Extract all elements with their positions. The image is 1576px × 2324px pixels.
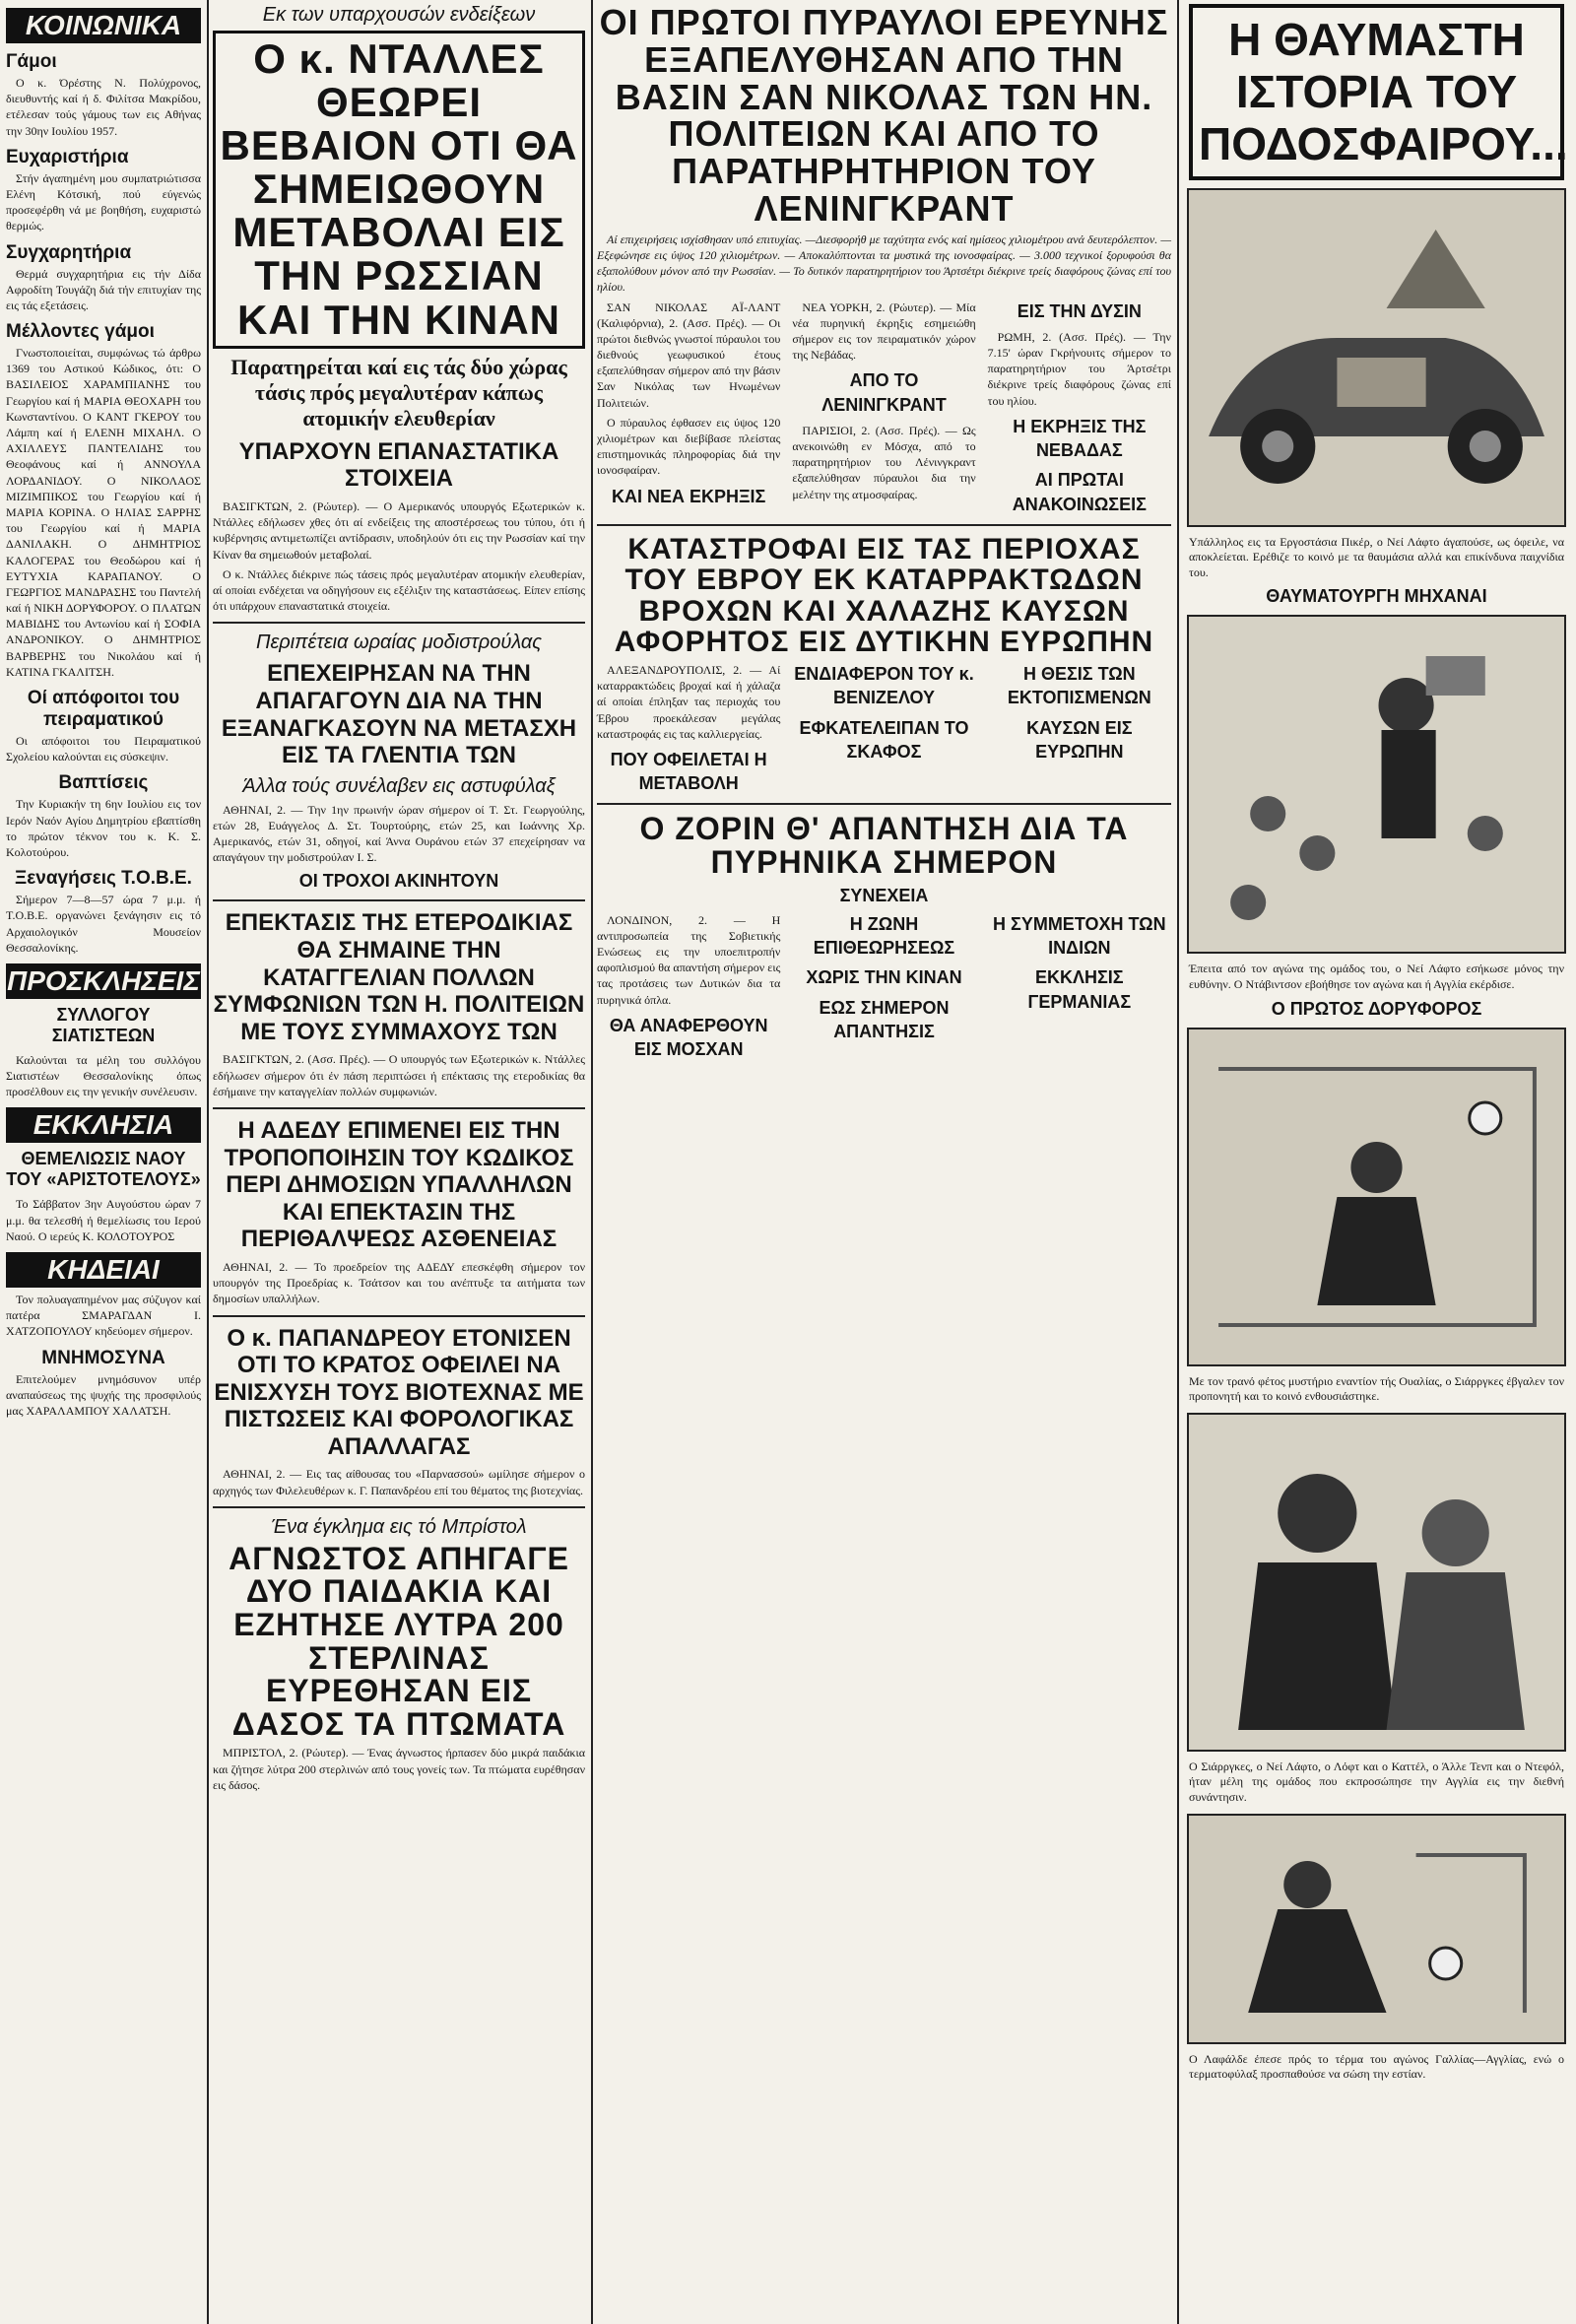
comic-panel-crowd (1187, 615, 1566, 954)
zorin-continued: ΣΥΝΕΧΕΙΑ (839, 885, 929, 905)
divider (213, 1315, 585, 1317)
apofoitoi-text: Οι απόφοιτοι του Πειραματικού Σχολείου καλούνται εις σύσκεψιν. (6, 734, 201, 764)
story5-body: ΑΘΗΝΑΙ, 2. — Εις τας αίθουσας του «Παρνασσού» ωμίλησε σήμερον ο αρχηγός των Φιλελευθέρων κ. Γ. Παπανδρέου επί του θέματος της βιοτεχνίας. (213, 1467, 585, 1497)
divider (213, 899, 585, 901)
xenagiseis-text: Σήμερον 7—8—57 ώρα 7 μ.μ. ή Τ.Ο.Β.Ε. οργανώνει ξενάγησιν εις τό Αρχαιολογικόν Μουσείον Θεσσαλονίκης. (6, 893, 201, 955)
eyxaristiria-text: Στήν άγαπημένη μου συμπατριώτισσα Ελένη Κότσική, πού εύγενώς προσεφέρθη νά με βοηθήση, ευχαριστώ θερμώς. (6, 170, 201, 233)
proskliseis-title: ΠΡΟΣΚΛΗΣΕΙΣ (6, 963, 201, 999)
comic-panel-goalkeeper (1187, 1028, 1566, 1366)
divider (213, 1107, 585, 1109)
column-rule (591, 0, 593, 2324)
zorin-headline: Ο ΖΟΡΙΝ Θ' ΑΠΑΝΤΗΣΗ ΔΙΑ ΤΑ ΠΥΡΗΝΙΚΑ ΣΗΜΕΡΟΝ (639, 811, 1129, 881)
caption-5: Ο Λαφάλδε έπεσε πρός το τέρμα του αγώνος Γαλλίας—Αγγλίας, ενώ ο τερματοφύλαξ προσπαθούσε να σώση την εστίαν. (1189, 2051, 1564, 2082)
zorin-section-5: Η ΣΥΜΜΕΤΟΧΗ ΤΩΝ ΙΝΔΙΩΝ (993, 913, 1166, 958)
rockets-body-2: Ο πύραυλος έφθασεν εις ύψος 120 χιλιομέτρων και διεβίβασε πλείστας επιστημονικάς πληροφορίας διά την ιονοσφαίραν. (597, 415, 781, 478)
story3-headline: ΕΠΕΚΤΑΣΙΣ ΤΗΣ ΕΤΕΡΟΔΙΚΙΑΣ ΘΑ ΣΗΜΑΙΝΕ ΤΗΝ ΚΑΤΑΓΓΕΛΙΑΝ ΠΟΛΛΩΝ ΣΥΜΦΩΝΙΩΝ ΤΩΝ Η. ΠΟΛΙΤΕΙΩΝ ΜΕ ΤΟΥΣ ΣΥΜΜΑΧΟΥΣ ΤΩΝ (213, 909, 585, 1045)
rockets-section-3: ΕΙΣ ΤΗΝ ΔΥΣΙΝ (1017, 300, 1142, 321)
comic-panel-tackle (1187, 1814, 1566, 2044)
story2-kicker: Περιπέτεια ωραίας μοδιστρούλας (255, 631, 543, 654)
vaptiseis-text: Την Κυριακήν τη 6ην Ιουλίου εις τον Ιερόν Ναόν Αγίου Δημητρίου εβαπτίσθη το πρώτον τέκνον του κ. Κ. Σ. Κολοτούρου. (6, 797, 201, 859)
story6-headline: ΑΓΝΩΣΤΟΣ ΑΠΗΓΑΓΕ ΔΥΟ ΠΑΙΔΑΚΙΑ ΚΑΙ ΕΖΗΤΗΣΕ ΛΥΤΡΑ 200 ΣΤΕΡΛΙΝΑΣ ΕΥΡΕΘΗΣΑΝ ΕΙΣ ΔΑΣΟΣ ΤΑ ΠΤΩΜΑΤΑ (229, 1540, 569, 1742)
dulles-headline: Ο κ. ΝΤΑΛΛΕΣ ΘΕΩΡΕΙ ΒΕΒΑΙΟΝ ΟΤΙ ΘΑ ΣΗΜΕΙΩΘΟΥΝ ΜΕΤΑΒΟΛΑΙ ΕΙΣ ΤΗΝ ΡΩΣΣΙΑΝ ΚΑΙ ΤΗΝ ΚΙΝΑΝ (213, 31, 585, 349)
politics-column (213, 0, 585, 1797)
comic-panel-players (1187, 1413, 1566, 1752)
dulles-subhead2: ΥΠΑΡΧΟΥΝ ΕΠΑΝΑΣΤΑΤΙΚΑ ΣΤΟΙΧΕΙΑ (238, 437, 559, 493)
flood-headline: ΚΑΤΑΣΤΡΟΦΑΙ ΕΙΣ ΤΑΣ ΠΕΡΙΟΧΑΣ ΤΟΥ ΕΒΡΟΥ ΕΚ ΚΑΤΑΡΡΑΚΤΩΔΩΝ ΒΡΟΧΩΝ ΚΑΙ ΧΑΛΑΖΗΣ ΚΑΥΣΩΝ ΑΦΟΡΗΤΟΣ ΕΙΣ ΔΥΤΙΚΗΝ ΕΥΡΩΠΗΝ (614, 532, 1154, 659)
story2-body: ΑΘΗΝΑΙ, 2. — Την 1ην πρωινήν ώραν σήμερον οί Τ. Στ. Γεωργούλης, ετών 28, Ευάγγελος Δ. Στ. Τουρτούρης, ετών 25, και Ιωάννης Χρ. Αμερικανός, ετών 31, οδηγοί, καί Άννα Ουράνου ετών 37 επεχείρησαν να απαγάγουν την μοδιστρούλαν Ι. Σ. (213, 802, 585, 865)
rockets-section-2: ΑΠΟ ΤΟ ΛΕΝΙΝΓΚΡΑΝΤ (821, 370, 947, 415)
koinonika-title: ΚΟΙΝΩΝΙΚΑ (6, 8, 201, 43)
football-banner: Η ΘΑΥΜΑΣΤΗ ΙΣΤΟΡΙΑ ΤΟΥ ΠΟΔΟΣΦΑΙΡΟΥ... (1189, 4, 1564, 180)
comic-panel-car (1187, 188, 1566, 527)
rockets-section-5: ΑΙ ΠΡΩΤΑΙ ΑΝΑΚΟΙΝΩΣΕΙΣ (1012, 470, 1147, 514)
flood-body: ΑΛΕΞΑΝΔΡΟΥΠΟΛΙΣ, 2. — Αί καταρρακτώδεις βροχαί καί ή χάλαζα αί οποίαι έπληξαν τας περιοχάς του Έβρου προεκάλεσαν μεγάλας καταστροφάς εις τας καλλιεργείας. (597, 662, 781, 741)
rockets-section-4: Η ΕΚΡΗΞΙΣ ΤΗΣ ΝΕΒΑΔΑΣ (1013, 416, 1147, 461)
story5-headline: Ο κ. ΠΑΠΑΝΔΡΕΟΥ ΕΤΟΝΙΣΕΝ ΟΤΙ ΤΟ ΚΡΑΤΟΣ ΟΦΕΙΛΕΙ ΝΑ ΕΝΙΣΧΥΣΗ ΤΟΥΣ ΒΙΟΤΕΧΝΑΣ ΜΕ ΠΙΣΤΩΣΕΙΣ ΚΑΙ ΦΟΡΟΛΟΓΙΚΑΣ ΑΠΑΛΛΑΓΑΣ (214, 1324, 584, 1460)
dulles-body-1: ΒΑΣΙΓΚΤΩΝ, 2. (Ρώυτερ). — Ο Αμερικανός υπουργός Εξωτερικών κ. Ντάλλες εδήλωσεν χθες ότι αί ενδείξεις της αποστέρσεως του τύπου, ότι ή κυβέρνησις αντιμετωπίζει αντίδρασιν, υποδηλούν ότι εις την Ρωσσίαν καί την Κίναν θα σημειωθούν μεταβολαί. (213, 499, 585, 562)
caption-1: Υπάλληλος εις τα Εργοστάσια Πικέρ, ο Νεί Λάφτο άγαπούσε, ως όφειλε, να αποκλείεται. Ερέθιζε το κοινό με τα θαυμάσια αλλά και επικίνδυνα παιχνίδια του. (1189, 534, 1564, 579)
flood-section-5: ΚΑΥΣΩΝ ΕΙΣ ΕΥΡΩΠΗΝ (1026, 717, 1133, 762)
story6-body: ΜΠΡΙΣΤΟΛ, 2. (Ρώυτερ). — Ένας άγνωστος ήρπασεν δύο μικρά παιδάκια και ζήτησε λύτρα 200 στερλινών από τους γονείς των. Τα πτώματα ευρέθησαν εις δάσος. (213, 1746, 585, 1792)
syxaritiria-text: Θερμά συγχαρητήρια εις τήν Δίδα Αφροδίτη Τουγάζη διά τήν επιτυχίαν της εις τάς εξετάσεις. (6, 266, 201, 312)
divider (213, 1506, 585, 1508)
zorin-section-6: ΕΚΚΛΗΣΙΣ ΓΕΡΜΑΝΙΑΣ (1027, 967, 1132, 1012)
divider (597, 524, 1171, 526)
football-section-2: Ο ΠΡΩΤΟΣ ΔΟΡΥΦΟΡΟΣ (1271, 998, 1482, 1019)
rockets-column (597, 0, 1171, 1061)
mnimosyna-title: ΜΝΗΜΟΣΥΝΑ (41, 1347, 165, 1368)
story2-headline: ΕΠΕΧΕΙΡΗΣΑΝ ΝΑ ΤΗΝ ΑΠΑΓΑΓΟΥΝ ΔΙΑ ΝΑ ΤΗΝ ΕΞΑΝΑΓΚΑΣΟΥΝ ΝΑ ΜΕΤΑΣΧΗ ΕΙΣ ΤΑ ΓΛΕΝΤΙΑ ΤΩΝ (221, 660, 577, 769)
dulles-subhead: Παρατηρείται καί εις τάς δύο χώρας τάσις πρός μεγαλυτέραν κάπως ατομικήν ελευθερίαν (230, 354, 567, 432)
flood-section-3: ΕΦΚΑΤΕΛΕΙΠΑΝ ΤΟ ΣΚΑΦΟΣ (799, 717, 969, 762)
zorin-section-1: ΘΑ ΑΝΑΦΕΡΘΟΥΝ ΕΙΣ ΜΟΣΧΑΝ (609, 1015, 768, 1060)
rockets-lead: Αί επιχειρήσεις ισχίσθησαν υπό επιτυχίας. —Διεσφορήθ με ταχύτητα ενός καί ημίσεος χιλιομέτρου ανά δευτερόλεπτον. — Εξεφώνησε εις ύψος 120 χιλιομέτρων. — Αποκαλύπτονται τα μυστικά της ιονοσφαίρας. — 3.000 τεχνικοί ξορυφούσι θα εξαπολύθουν μόνον από την Ρωσσίαν. — Το δυτικόν παρατηρητήριον του Άρτσέτρι διέκρινε τρείς διαφόρους ζώνας επί του ηλίου. (597, 232, 1171, 295)
flood-section-2: ΕΝΔΙΑΦΕΡΟΝ ΤΟΥ κ. ΒΕΝΙΖΕΛΟΥ (794, 663, 974, 708)
zorin-section-3: ΧΩΡΙΣ ΤΗΝ ΚΙΝΑΝ (806, 967, 962, 988)
story3-body: ΒΑΣΙΓΚΤΩΝ, 2. (Ασσ. Πρές). — Ο υπουργός των Εξωτερικών κ. Ντάλλες εδήλωσεν σήμερον ότι έν πάση περιπτώσει ή επέκτασις της ετεροδικίας θα έσήμαινε την καταγγελίαν πολλών συμφωνιών. (213, 1052, 585, 1098)
divider (213, 622, 585, 624)
caption-3: Με τον τρανό φέτος μυστήριο εναντίον τής Ουαλίας, ο Σιάρργκες έβγαλεν τον προπονητή και το κοινό ενθουσιάστηκε. (1189, 1373, 1564, 1404)
football-column (1183, 0, 1570, 2089)
rockets-body-5: ΡΩΜΗ, 2. (Ασσ. Πρές). — Την 7.15' ώραν Γκρήνουιτς σήμερον το παρατηρητήριον του Άρτσέτρι διέκρινε τρείς διαφόρους ζώνας επί του ηλίου. (987, 329, 1171, 408)
xenagiseis-title: Ξεναγήσεις Τ.Ο.Β.Ε. (15, 868, 192, 890)
dulles-kicker: Εκ των υπαρχουσών ενδείξεων (262, 4, 536, 26)
rockets-body-4: ΠΑΡΙΣΙΟΙ, 2. (Ασσ. Πρές). — Ως ανεκοινώθη εν Μόσχα, από το παρατηρητήριον του Λένινγκραντ εξαπελύθησαν πύραυλοι δια την μελέτην της ατμοσφαίρας. (792, 423, 976, 501)
rockets-headline: ΟΙ ΠΡΩΤΟΙ ΠΥΡΑΥΛΟΙ ΕΡΕΥΝΗΣ ΕΞΑΠΕΛΥΘΗΣΑΝ ΑΠΟ ΤΗΝ ΒΑΣΙΝ ΣΑΝ ΝΙΚΟΛΑΣ ΤΩΝ ΗΝ. ΠΟΛΙΤΕΙΩΝ ΚΑΙ ΑΠΟ ΤΟ ΠΑΡΑΤΗΡΗΤΗΡΙΟΝ ΤΟΥ ΛΕΝΙΝΓΚΡΑΝΤ (599, 2, 1169, 229)
mnimosyna-text: Επιτελούμεν μνημόσυνον υπέρ αναπαύσεως της ψυχής της προσφιλούς μας ΧΑΡΑΛΑΜΠΟΥ ΧΑΛΑΤΣΗ. (6, 1371, 201, 1418)
mellontes-title: Μέλλοντες γάμοι (6, 321, 155, 343)
eyxaristiria-title: Ευχαριστήρια (6, 146, 129, 167)
flood-section-1: ΠΟΥ ΟΦΕΙΛΕΤΑΙ Η ΜΕΤΑΒΟΛΗ (610, 749, 767, 794)
proskliseis-sub: ΣΥΛΛΟΓΟΥ ΣΙΑΤΙΣΤΕΩΝ (51, 1004, 156, 1045)
kideiai-text: Τον πολυαγαπημένον μας σύζυγον καί πατέρα ΣΜΑΡΑΓΔΑΝ Ι. ΧΑΤΖΟΠΟΥΛΟΥ κηδεύομεν σήμερον. (6, 1293, 201, 1339)
story6-kicker: Ένα έγκλημα εις τό Μπρίστολ (271, 1515, 527, 1538)
zorin-section-4: ΕΩΣ ΣΗΜΕΡΟΝ ΑΠΑΝΤΗΣΙΣ (819, 997, 950, 1041)
kideiai-title: ΚΗΔΕΙΑΙ (6, 1252, 201, 1288)
social-column (6, 0, 201, 1423)
rockets-body-3: ΝΕΑ ΥΟΡΚΗ, 2. (Ρώυτερ). — Μία νέα πυρηνική έκρηξις εσημειώθη σήμερον εις τον πειραματικόν χώρον της Νεβάδας. (792, 299, 976, 363)
rockets-body-1: ΣΑΝ ΝΙΚΟΛΑΣ ΑΪ-ΛΑΝΤ (Καλιφόρνια), 2. (Ασσ. Πρές). — Οι πρώτοι διεθνώς γνωστοί πύραυλοι του διεθνούς γεωφυσικού έτους εξαπελύθησαν σήμερον από την βάσιν Σαν Νικόλας των Ηνωμένων Πολιτειών. (597, 299, 781, 410)
story4-headline: Η ΑΔΕΔΥ ΕΠΙΜΕΝΕΙ ΕΙΣ ΤΗΝ ΤΡΟΠΟΠΟΙΗΣΙΝ ΤΟΥ ΚΩΔΙΚΟΣ ΠΕΡΙ ΔΗΜΟΣΙΩΝ ΥΠΑΛΛΗΛΩΝ ΚΑΙ ΕΠΕΚΤΑΣΙΝ ΤΗΣ ΠΕΡΙΘΑΛΨΕΩΣ ΑΣΘΕΝΕΙΑΣ (224, 1116, 574, 1253)
caption-2: Έπειτα από τον αγώνα της ομάδος του, ο Νεί Λάφτο εσήκωσε μόνος την ευθύνην. Ο Ντάβιντσον εβοήθησε τον αγώνα και ή Αγγλία εκέρδισε. (1189, 962, 1564, 992)
story4-body: ΑΘΗΝΑΙ, 2. — Το προεδρείον της ΑΔΕΔΥ επεσκέφθη σήμερον τον υπουργόν της Προεδρίας κ. Τσάτσον και του ανέπτυξε τα αιτήματα των δημοσίων υπαλλήλων. (213, 1259, 585, 1306)
column-rule (1177, 0, 1179, 2324)
apofoitoi-title: Οί απόφοιτοι του πειραματικού (27, 688, 180, 730)
column-rule (207, 0, 209, 2324)
zorin-body: ΛΟΝΔΙΝΟΝ, 2. — Η αντιπροσωπεία της Σοβιετικής Ενώσεως εις την υποεπιτροπήν αφοπλισμού θα απαντήση σήμερον εις τας προτάσεις των Δυτικών δια τα πυρηνικά όπλα. (597, 912, 781, 1007)
mellontes-text: Γνωστοποιείται, συμφώνως τώ άρθρω 1369 του Αστικού Κώδικος, ότι: Ο ΒΑΣΙΛΕΙΟΣ ΧΑΡΑΜΠΙΑΝΗΣ του Γεωργίου καί ή ΜΑΡΙΑ ΘΕΟΧΑΡΗ του Κωνσταντίνου. Ο ΚΑΝΤ ΓΚΕΡΟΥ του Λάμπη καί ή ΕΛΕΝΗ ΜΙΧΑΗΛ. Ο ΑΧΙΛΛΕΥΣ ΠΑΝΤΕΛΙΔΗΣ του Θεοφάνους καί ή ΑΝΝΟΥΛΑ ΛΟΡΔΑΝΙΔΟΥ. Ο ΝΙΚΟΛΑΟΣ ΜΙΖΙΜΠΙΚΟΣ του Γεωργίου καί ή ΜΑΡΙΑ ΚΟΡΙΝΑ. Ο ΗΛΙΑΣ ΣΑΡΡΗΣ του Γεωργίου καί ή ΜΑΡΙΑ ΔΑΝΙΛΑΚΗ. Ο ΔΗΜΗΤΡΙΟΣ ΚΑΛΟΓΕΡΑΣ του Θεοδώρου καί ή ΕΥΤΥΧΙΑ ΚΑΡΑΠΑΝΟΥ. Ο ΓΕΩΡΓΙΟΣ ΜΑΝΔΡΑΣΗΣ του Παντελή καί ή ΝΙΚΗ ΔΟΡΥΦΟΡΟΥ. Ο ΠΛΑΤΩΝ ΜΑΒΙΔΗΣ του Αντωνίου καί ή ΣΟΦΙΑ ΑΝΔΡΟΝΙΚΟΥ. Ο ΔΗΜΗΤΡΙΟΣ ΒΑΡΒΕΡΗΣ του Νικολάου καί ή ΚΑΤΙΝΑ ΓΚΑΛΙΤΣΗ. (6, 346, 201, 679)
dulles-body-2: Ο κ. Ντάλλες διέκρινε πώς τάσεις πρός μεγαλυτέραν ατομικήν ελευθερίαν, αί οποίαι ενδέχεται να οδηγήσουν εις εξέλιξιν της καταστάσεως. Είπεν επίσης ότι υπάρχουν επαναστατικά στοιχεία. (213, 566, 585, 614)
flood-section-4: Η ΘΕΣΙΣ ΤΩΝ ΕΚΤΟΠΙΣΜΕΝΩΝ (1007, 663, 1151, 708)
story2-section: ΟΙ ΤΡΟΧΟΙ ΑΚΙΝΗΤΟΥΝ (298, 871, 499, 892)
story2-sub: Άλλα τούς συνέλαβεν εις αστυφύλαξ (242, 774, 556, 797)
football-section-1: ΘΑΥΜΑΤΟΥΡΓΗ ΜΗΧΑΝΑΙ (1266, 586, 1487, 607)
rockets-section-1: ΚΑΙ ΝΕΑ ΕΚΡΗΞΙΣ (611, 486, 766, 506)
gamoi-title: Γάμοι (6, 51, 57, 72)
syxaritiria-title: Συγχαρητήρια (6, 241, 132, 263)
ekklisia-title: ΕΚΚΛΗΣΙΑ (6, 1107, 201, 1143)
proskliseis-text: Καλούνται τα μέλη του συλλόγου Σιατιστέων Θεσσαλονίκης όπως προσέλθουν εις την γενικήν συνέλευσιν. (6, 1052, 201, 1099)
caption-4: Ο Σιάρργκες, ο Νεί Λάφτο, ο Λόφτ και ο Καττέλ, ο Άλλε Τενπ και ο Ντεφόλ, ήταν μέλη της ομάδος που εκπροσώπησε την Αγγλία εις την διεθνή συνάντησιν. (1189, 1759, 1564, 1805)
ekklisia-text: Το Σάββατον 3ην Αυγούστου ώραν 7 μ.μ. θα τελεσθή ή θεμελίωσις του Ιερού Ναού. Ο ιερεύς Κ. ΚΟΛΟΤΟΥΡΟΣ (6, 1197, 201, 1243)
zorin-section-2: Η ΖΩΝΗ ΕΠΙΘΕΩΡΗΣΕΩΣ (813, 913, 955, 958)
vaptiseis-title: Βαπτίσεις (58, 772, 149, 794)
divider (597, 803, 1171, 805)
gamoi-text: Ο κ. Όρέστης Ν. Πολύχρονος, διευθυντής καί ή δ. Φιλίτσα Μακρίδου, ετέλεσαν τούς γάμους των εις Αθήνας την 30ην Ιουλίου 1957. (6, 76, 201, 138)
ekklisia-sub: ΘΕΜΕΛΙΩΣΙΣ ΝΑΟΥ ΤΟΥ «ΑΡΙΣΤΟΤΕΛΟΥΣ» (6, 1149, 201, 1190)
